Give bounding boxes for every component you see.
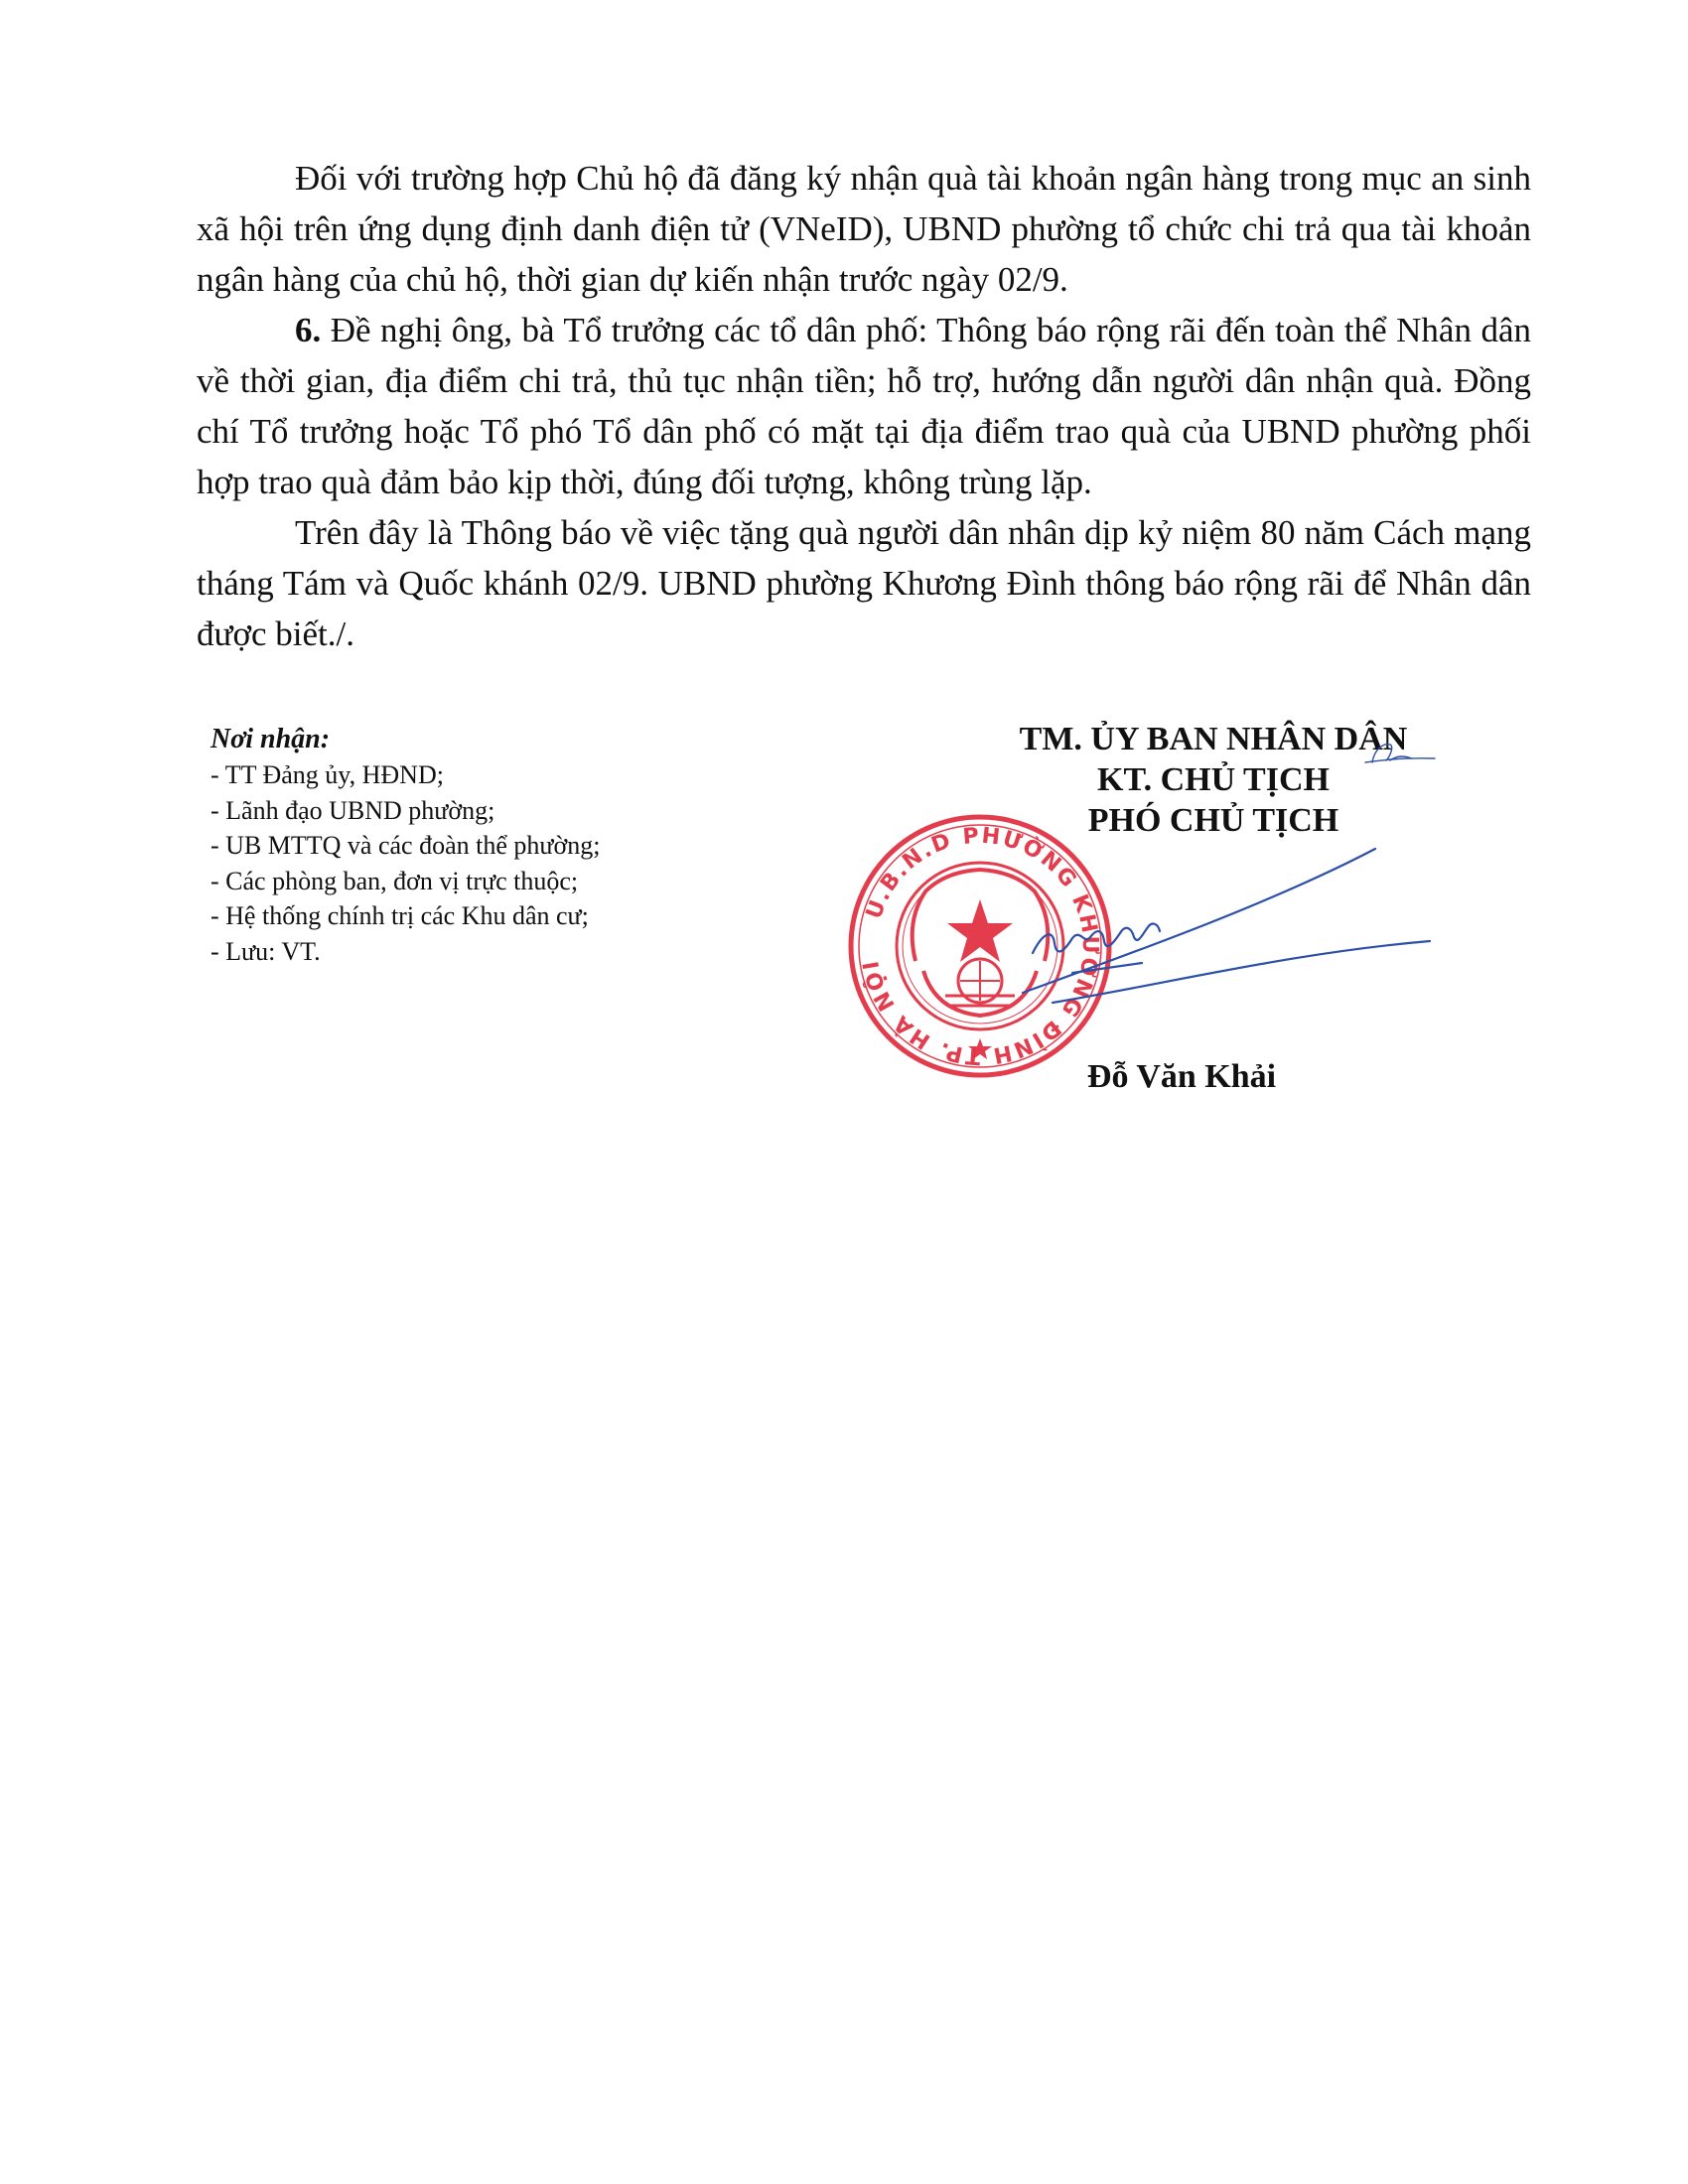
handwritten-signature-icon — [993, 834, 1460, 1042]
signature-title-line-1: TM. ỦY BAN NHÂN DÂN — [1019, 721, 1408, 757]
recipient-item: - Lãnh đạo UBND phường; — [211, 795, 495, 825]
recipient-item: - UB MTTQ và các đoàn thể phường; — [211, 831, 601, 860]
recipient-item: - TT Đảng ủy, HĐND; — [211, 760, 444, 789]
item-6-text: Đề nghị ông, bà Tổ trưởng các tổ dân phố: Thông báo rộng rãi đến toàn thể Nhân dân về thời gian, địa điểm chi trả, thủ tục nhận tiền; hỗ trợ, hướng dẫn người dân nhận quà. Đồng chí Tổ trưởng hoặc Tổ phó Tổ dân phố có mặt tại địa điểm trao quà của UBND phường phối hợp trao quà đảm bảo kịp thời, đúng đối tượng, không trùng lặp. — [197, 311, 1531, 501]
paragraph-bank-transfer: Đối với trường hợp Chủ hộ đã đăng ký nhận quà tài khoản ngân hàng trong mục an sinh xã hội trên ứng dụng định danh điện tử (VNeID), UBND phường tổ chức chi trả qua tài khoản ngân hàng của chủ hộ, thời gian dự kiến nhận trước ngày 02/9. — [197, 159, 1531, 299]
recipient-item: - Hệ thống chính trị các Khu dân cư; — [211, 901, 589, 930]
signature-title-line-2: KT. CHỦ TỊCH — [1097, 761, 1330, 798]
recipients-block — [211, 722, 767, 969]
signature-title-line-3: PHÓ CHỦ TỊCH — [1087, 802, 1339, 839]
recipients-list — [211, 757, 767, 969]
recipient-item: - Các phòng ban, đơn vị trực thuộc; — [211, 866, 579, 895]
document-body — [197, 153, 1531, 659]
signer-name: Đỗ Văn Khải — [1086, 1058, 1277, 1095]
recipient-item: - Lưu: VT. — [211, 936, 321, 966]
initial-mark-icon — [1360, 733, 1440, 772]
seal-text: U.B.N.D PHƯỜNG KHƯƠNG ĐÌNH TP. HÀ NỘI — [858, 823, 1103, 1069]
recipients-heading: Nơi nhận: — [211, 724, 331, 754]
paragraph-closing: Trên đây là Thông báo về việc tặng quà người dân nhân dịp kỷ niệm 80 năm Cách mạng tháng Tám và Quốc khánh 02/9. UBND phường Khương Đình thông báo rộng rãi để Nhân dân được biết./. — [197, 513, 1531, 653]
paragraph-item-6 — [197, 305, 1531, 507]
item-number: 6. — [295, 311, 322, 349]
